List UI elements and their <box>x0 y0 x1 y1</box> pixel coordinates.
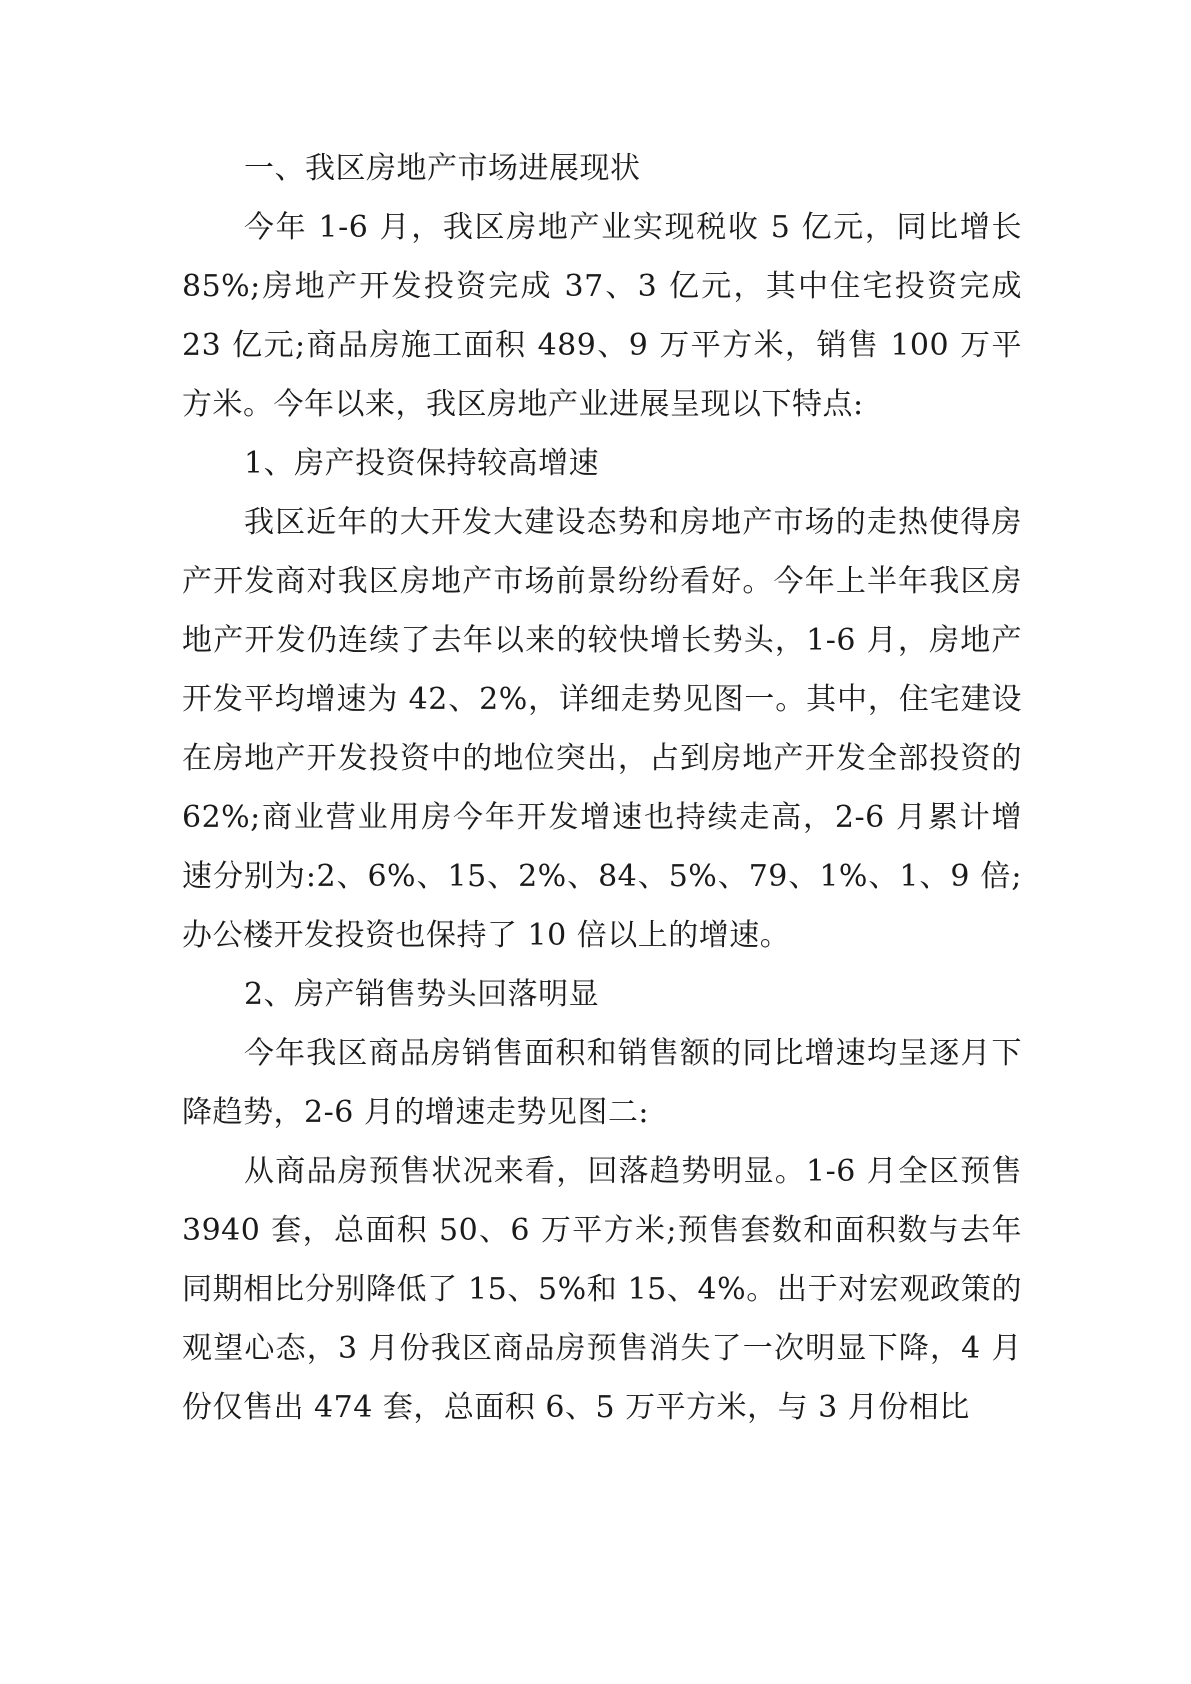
paragraph-presale: 从商品房预售状况来看，回落趋势明显。1-6 月全区预售 3940 套，总面积 50、6 万平方米;预售套数和面积数与去年同期相比分别降低了 15、5%和 15、4%。出于对宏观政策的观望心态，3 月份我区商品房预售消失了一次明显下降，4 月份仅售出 474 套，总面积 6、5 万平方米，与 3 月份相比 <box>182 1154 1022 1425</box>
section-heading: 一、我区房地产市场进展现状 <box>244 151 641 186</box>
paragraph-overview: 今年 1-6 月，我区房地产业实现税收 5 亿元，同比增长 85%;房地产开发投资完成 37、3 亿元，其中住宅投资完成 23 亿元;商品房施工面积 489、9 万平方米，销售 100 万平方米。今年以来，我区房地产业进展呈现以下特点: <box>182 210 1022 422</box>
paragraph-investment: 我区近年的大开发大建设态势和房地产市场的走热使得房产开发商对我区房地产市场前景纷纷看好。今年上半年我区房地产开发仍连续了去年以来的较快增长势头，1-6 月，房地产开发平均增速为 42、2%，详细走势见图一。其中，住宅建设在房地产开发投资中的地位突出，占到房地产开发全部投资的 62%;商业营业用房今年开发增速也持续走高，2-6 月累计增速分别为:2、6%、15、2%、84、5%、79、1%、1、9 倍;办公楼开发投资也保持了 10 倍以上的增速。 <box>182 505 1022 953</box>
subheading-investment: 1、房产投资保持较高增速 <box>244 446 600 481</box>
document-body <box>182 139 1022 1437</box>
subheading-sales: 2、房产销售势头回落明显 <box>244 977 600 1012</box>
paragraph-sales-trend: 今年我区商品房销售面积和销售额的同比增速均呈逐月下降趋势，2-6 月的增速走势见图二: <box>182 1036 1022 1130</box>
